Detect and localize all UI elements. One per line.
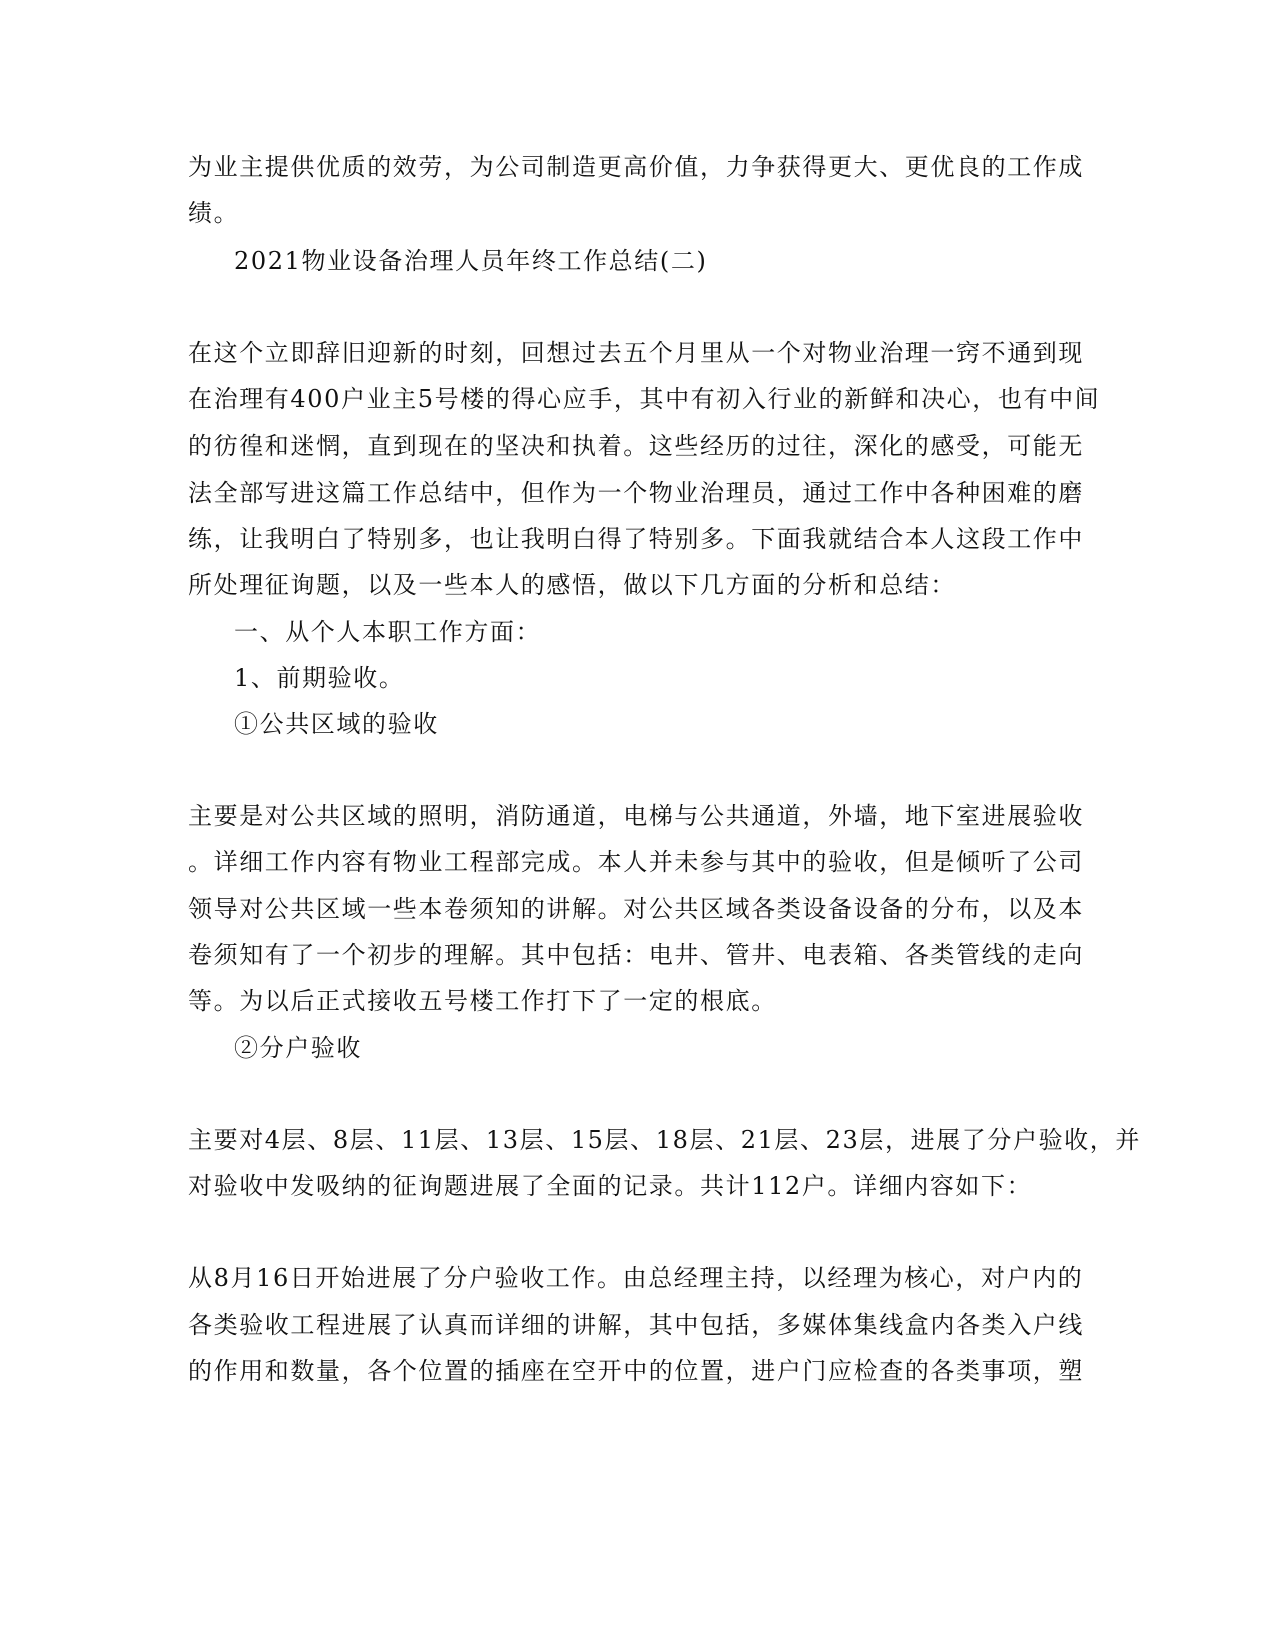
text-line: 从8月16日开始进展了分户验收工作。由总经理主持，以经理为核心，对户内的: [188, 1264, 1084, 1292]
section-title: 2021物业设备治理人员年终工作总结(二): [234, 247, 708, 275]
text-line: 在这个立即辞旧迎新的时刻，回想过去五个月里从一个对物业治理一窍不通到现: [188, 339, 1084, 367]
text-line: 为业主提供优质的效劳，为公司制造更高价值，力争获得更大、更优良的工作成: [188, 153, 1084, 181]
text-line: 对验收中发吸纳的征询题进展了全面的记录。共计112户。详细内容如下：: [188, 1172, 1033, 1200]
text-line: 在治理有400户业主5号楼的得心应手，其中有初入行业的新鲜和决心，也有中间: [188, 385, 1101, 413]
heading-item: 一、从个人本职工作方面：: [234, 618, 542, 646]
text-line: 所处理征询题，以及一些本人的感悟，做以下几方面的分析和总结：: [188, 571, 956, 599]
text-line: 的彷徨和迷惘，直到现在的坚决和执着。这些经历的过往，深化的感受，可能无: [188, 432, 1084, 460]
text-line: 绩。: [188, 199, 240, 227]
heading-item: ②分户验收: [234, 1034, 362, 1062]
text-line: 主要对4层、8层、11层、13层、15层、18层、21层、23层，进展了分户验收，并: [188, 1126, 1141, 1154]
text-line: 等。为以后正式接收五号楼工作打下了一定的根底。: [188, 987, 777, 1015]
text-line: 主要是对公共区域的照明，消防通道，电梯与公共通道，外墙，地下室进展验收: [188, 802, 1084, 830]
text-line: 各类验收工程进展了认真而详细的讲解，其中包括，多媒体集线盒内各类入户线: [188, 1311, 1084, 1339]
text-line: 法全部写进这篇工作总结中，但作为一个物业治理员，通过工作中各种困难的磨: [188, 479, 1084, 507]
heading-item: ①公共区域的验收: [234, 710, 439, 738]
text-line: 领导对公共区域一些本卷须知的讲解。对公共区域各类设备设备的分布，以及本: [188, 895, 1084, 923]
text-line: 卷须知有了一个初步的理解。其中包括：电井、管井、电表箱、各类管线的走向: [188, 941, 1084, 969]
text-line: 练，让我明白了特别多，也让我明白得了特别多。下面我就结合本人这段工作中: [188, 525, 1084, 553]
text-line: 的作用和数量，各个位置的插座在空开中的位置，进户门应检查的各类事项，塑: [188, 1357, 1084, 1385]
heading-item: 1、前期验收。: [234, 664, 405, 692]
text-line: 。详细工作内容有物业工程部完成。本人并未参与其中的验收，但是倾听了公司: [188, 848, 1084, 876]
